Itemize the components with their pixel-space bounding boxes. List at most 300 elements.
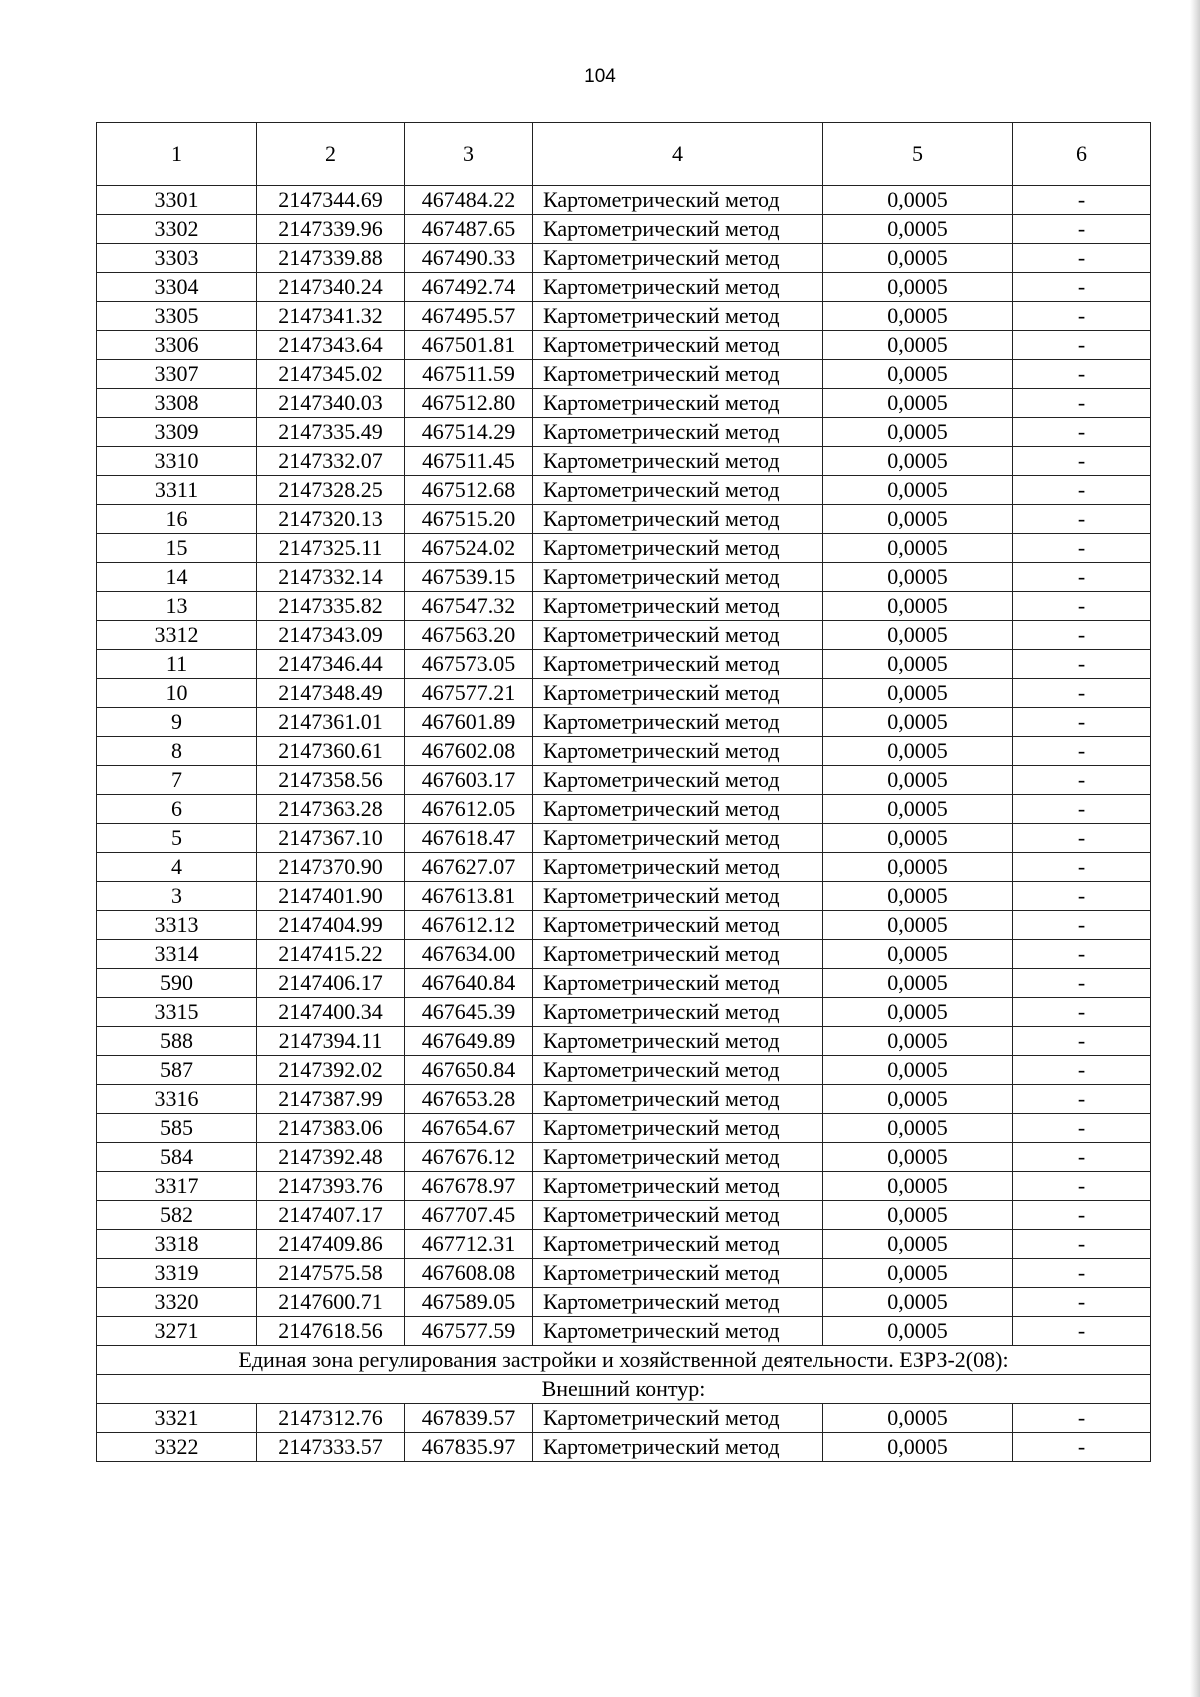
method-cell: Картометрический метод — [533, 418, 823, 447]
note-cell: - — [1013, 505, 1151, 534]
method-cell: Картометрический метод — [533, 447, 823, 476]
note-cell: - — [1013, 911, 1151, 940]
x-coordinate-cell: 2147332.14 — [257, 563, 405, 592]
table-row — [97, 1085, 1151, 1114]
note-cell: - — [1013, 331, 1151, 360]
scan-edge-shadow — [1190, 0, 1200, 1697]
accuracy-cell: 0,0005 — [823, 737, 1013, 766]
note-cell: - — [1013, 1027, 1151, 1056]
y-coordinate-cell: 467539.15 — [405, 563, 533, 592]
coordinates-table — [96, 122, 1151, 1462]
table-row — [97, 795, 1151, 824]
zone-title-row — [97, 1346, 1151, 1375]
y-coordinate-cell: 467511.45 — [405, 447, 533, 476]
y-coordinate-cell: 467511.59 — [405, 360, 533, 389]
note-cell: - — [1013, 360, 1151, 389]
method-cell: Картометрический метод — [533, 1114, 823, 1143]
table-header-row — [97, 123, 1151, 186]
point-number-cell: 5 — [97, 824, 257, 853]
x-coordinate-cell: 2147401.90 — [257, 882, 405, 911]
accuracy-cell: 0,0005 — [823, 418, 1013, 447]
note-cell: - — [1013, 737, 1151, 766]
table-row — [97, 418, 1151, 447]
point-number-cell: 3319 — [97, 1259, 257, 1288]
table-row — [97, 998, 1151, 1027]
point-number-cell: 590 — [97, 969, 257, 998]
method-cell: Картометрический метод — [533, 360, 823, 389]
x-coordinate-cell: 2147340.24 — [257, 273, 405, 302]
accuracy-cell: 0,0005 — [823, 302, 1013, 331]
x-coordinate-cell: 2147335.82 — [257, 592, 405, 621]
note-cell: - — [1013, 679, 1151, 708]
method-cell: Картометрический метод — [533, 592, 823, 621]
x-coordinate-cell: 2147332.07 — [257, 447, 405, 476]
point-number-cell: 14 — [97, 563, 257, 592]
contour-title-row — [97, 1375, 1151, 1404]
point-number-cell: 3316 — [97, 1085, 257, 1114]
note-cell: - — [1013, 853, 1151, 882]
table-row — [97, 563, 1151, 592]
column-header: 5 — [823, 123, 1013, 186]
point-number-cell: 3313 — [97, 911, 257, 940]
method-cell: Картометрический метод — [533, 1056, 823, 1085]
point-number-cell: 3311 — [97, 476, 257, 505]
x-coordinate-cell: 2147393.76 — [257, 1172, 405, 1201]
note-cell: - — [1013, 1201, 1151, 1230]
x-coordinate-cell: 2147363.28 — [257, 795, 405, 824]
y-coordinate-cell: 467573.05 — [405, 650, 533, 679]
accuracy-cell: 0,0005 — [823, 969, 1013, 998]
x-coordinate-cell: 2147392.02 — [257, 1056, 405, 1085]
y-coordinate-cell: 467640.84 — [405, 969, 533, 998]
x-coordinate-cell: 2147348.49 — [257, 679, 405, 708]
column-header: 4 — [533, 123, 823, 186]
method-cell: Картометрический метод — [533, 1230, 823, 1259]
point-number-cell: 4 — [97, 853, 257, 882]
y-coordinate-cell: 467492.74 — [405, 273, 533, 302]
point-number-cell: 6 — [97, 795, 257, 824]
x-coordinate-cell: 2147320.13 — [257, 505, 405, 534]
point-number-cell: 3305 — [97, 302, 257, 331]
method-cell: Картометрический метод — [533, 650, 823, 679]
x-coordinate-cell: 2147343.09 — [257, 621, 405, 650]
method-cell: Картометрический метод — [533, 1433, 823, 1462]
x-coordinate-cell: 2147333.57 — [257, 1433, 405, 1462]
x-coordinate-cell: 2147340.03 — [257, 389, 405, 418]
note-cell: - — [1013, 708, 1151, 737]
accuracy-cell: 0,0005 — [823, 1230, 1013, 1259]
table-row — [97, 882, 1151, 911]
note-cell: - — [1013, 1404, 1151, 1433]
accuracy-cell: 0,0005 — [823, 505, 1013, 534]
x-coordinate-cell: 2147575.58 — [257, 1259, 405, 1288]
y-coordinate-cell: 467645.39 — [405, 998, 533, 1027]
point-number-cell: 3308 — [97, 389, 257, 418]
note-cell: - — [1013, 563, 1151, 592]
x-coordinate-cell: 2147325.11 — [257, 534, 405, 563]
x-coordinate-cell: 2147344.69 — [257, 186, 405, 215]
point-number-cell: 3304 — [97, 273, 257, 302]
x-coordinate-cell: 2147339.88 — [257, 244, 405, 273]
y-coordinate-cell: 467712.31 — [405, 1230, 533, 1259]
point-number-cell: 587 — [97, 1056, 257, 1085]
method-cell: Картометрический метод — [533, 969, 823, 998]
y-coordinate-cell: 467487.65 — [405, 215, 533, 244]
accuracy-cell: 0,0005 — [823, 1056, 1013, 1085]
accuracy-cell: 0,0005 — [823, 998, 1013, 1027]
y-coordinate-cell: 467490.33 — [405, 244, 533, 273]
y-coordinate-cell: 467512.80 — [405, 389, 533, 418]
method-cell: Картометрический метод — [533, 824, 823, 853]
table-row — [97, 1433, 1151, 1462]
y-coordinate-cell: 467839.57 — [405, 1404, 533, 1433]
table-row — [97, 621, 1151, 650]
method-cell: Картометрический метод — [533, 1317, 823, 1346]
table-row — [97, 534, 1151, 563]
y-coordinate-cell: 467515.20 — [405, 505, 533, 534]
note-cell: - — [1013, 1433, 1151, 1462]
table-row — [97, 447, 1151, 476]
method-cell: Картометрический метод — [533, 244, 823, 273]
x-coordinate-cell: 2147383.06 — [257, 1114, 405, 1143]
y-coordinate-cell: 467676.12 — [405, 1143, 533, 1172]
y-coordinate-cell: 467618.47 — [405, 824, 533, 853]
method-cell: Картометрический метод — [533, 215, 823, 244]
y-coordinate-cell: 467484.22 — [405, 186, 533, 215]
method-cell: Картометрический метод — [533, 998, 823, 1027]
table-row — [97, 1404, 1151, 1433]
accuracy-cell: 0,0005 — [823, 911, 1013, 940]
note-cell: - — [1013, 1114, 1151, 1143]
y-coordinate-cell: 467650.84 — [405, 1056, 533, 1085]
table-row — [97, 331, 1151, 360]
accuracy-cell: 0,0005 — [823, 1404, 1013, 1433]
method-cell: Картометрический метод — [533, 621, 823, 650]
method-cell: Картометрический метод — [533, 708, 823, 737]
x-coordinate-cell: 2147341.32 — [257, 302, 405, 331]
point-number-cell: 588 — [97, 1027, 257, 1056]
table-row — [97, 766, 1151, 795]
y-coordinate-cell: 467634.00 — [405, 940, 533, 969]
y-coordinate-cell: 467501.81 — [405, 331, 533, 360]
x-coordinate-cell: 2147387.99 — [257, 1085, 405, 1114]
method-cell: Картометрический метод — [533, 1259, 823, 1288]
y-coordinate-cell: 467678.97 — [405, 1172, 533, 1201]
table-row — [97, 186, 1151, 215]
table-row — [97, 911, 1151, 940]
method-cell: Картометрический метод — [533, 563, 823, 592]
x-coordinate-cell: 2147407.17 — [257, 1201, 405, 1230]
table-row — [97, 273, 1151, 302]
method-cell: Картометрический метод — [533, 1172, 823, 1201]
accuracy-cell: 0,0005 — [823, 882, 1013, 911]
method-cell: Картометрический метод — [533, 766, 823, 795]
point-number-cell: 3309 — [97, 418, 257, 447]
note-cell: - — [1013, 302, 1151, 331]
y-coordinate-cell: 467577.59 — [405, 1317, 533, 1346]
point-number-cell: 3321 — [97, 1404, 257, 1433]
point-number-cell: 3310 — [97, 447, 257, 476]
method-cell: Картометрический метод — [533, 534, 823, 563]
accuracy-cell: 0,0005 — [823, 1172, 1013, 1201]
table-row — [97, 592, 1151, 621]
method-cell: Картометрический метод — [533, 1404, 823, 1433]
point-number-cell: 3315 — [97, 998, 257, 1027]
x-coordinate-cell: 2147343.64 — [257, 331, 405, 360]
table-row — [97, 244, 1151, 273]
point-number-cell: 10 — [97, 679, 257, 708]
table-row — [97, 737, 1151, 766]
accuracy-cell: 0,0005 — [823, 621, 1013, 650]
note-cell: - — [1013, 795, 1151, 824]
table-row — [97, 302, 1151, 331]
x-coordinate-cell: 2147346.44 — [257, 650, 405, 679]
y-coordinate-cell: 467601.89 — [405, 708, 533, 737]
table-row — [97, 1172, 1151, 1201]
point-number-cell: 3302 — [97, 215, 257, 244]
point-number-cell: 3307 — [97, 360, 257, 389]
point-number-cell: 11 — [97, 650, 257, 679]
method-cell: Картометрический метод — [533, 737, 823, 766]
y-coordinate-cell: 467613.81 — [405, 882, 533, 911]
accuracy-cell: 0,0005 — [823, 389, 1013, 418]
point-number-cell: 3318 — [97, 1230, 257, 1259]
note-cell: - — [1013, 534, 1151, 563]
y-coordinate-cell: 467627.07 — [405, 853, 533, 882]
note-cell: - — [1013, 621, 1151, 650]
y-coordinate-cell: 467835.97 — [405, 1433, 533, 1462]
x-coordinate-cell: 2147404.99 — [257, 911, 405, 940]
method-cell: Картометрический метод — [533, 853, 823, 882]
x-coordinate-cell: 2147394.11 — [257, 1027, 405, 1056]
note-cell: - — [1013, 215, 1151, 244]
accuracy-cell: 0,0005 — [823, 708, 1013, 737]
accuracy-cell: 0,0005 — [823, 534, 1013, 563]
point-number-cell: 3317 — [97, 1172, 257, 1201]
note-cell: - — [1013, 244, 1151, 273]
note-cell: - — [1013, 1230, 1151, 1259]
note-cell: - — [1013, 650, 1151, 679]
point-number-cell: 3320 — [97, 1288, 257, 1317]
note-cell: - — [1013, 1143, 1151, 1172]
y-coordinate-cell: 467649.89 — [405, 1027, 533, 1056]
x-coordinate-cell: 2147345.02 — [257, 360, 405, 389]
point-number-cell: 3303 — [97, 244, 257, 273]
method-cell: Картометрический метод — [533, 476, 823, 505]
method-cell: Картометрический метод — [533, 1085, 823, 1114]
point-number-cell: 3312 — [97, 621, 257, 650]
method-cell: Картометрический метод — [533, 186, 823, 215]
note-cell: - — [1013, 1288, 1151, 1317]
accuracy-cell: 0,0005 — [823, 215, 1013, 244]
method-cell: Картометрический метод — [533, 882, 823, 911]
column-header: 3 — [405, 123, 533, 186]
table-row — [97, 1317, 1151, 1346]
note-cell: - — [1013, 969, 1151, 998]
table-row — [97, 476, 1151, 505]
point-number-cell: 3322 — [97, 1433, 257, 1462]
y-coordinate-cell: 467512.68 — [405, 476, 533, 505]
point-number-cell: 9 — [97, 708, 257, 737]
accuracy-cell: 0,0005 — [823, 766, 1013, 795]
column-header: 2 — [257, 123, 405, 186]
point-number-cell: 3314 — [97, 940, 257, 969]
accuracy-cell: 0,0005 — [823, 940, 1013, 969]
x-coordinate-cell: 2147406.17 — [257, 969, 405, 998]
point-number-cell: 16 — [97, 505, 257, 534]
note-cell: - — [1013, 1085, 1151, 1114]
note-cell: - — [1013, 998, 1151, 1027]
y-coordinate-cell: 467547.32 — [405, 592, 533, 621]
y-coordinate-cell: 467563.20 — [405, 621, 533, 650]
y-coordinate-cell: 467603.17 — [405, 766, 533, 795]
note-cell: - — [1013, 476, 1151, 505]
x-coordinate-cell: 2147600.71 — [257, 1288, 405, 1317]
y-coordinate-cell: 467577.21 — [405, 679, 533, 708]
y-coordinate-cell: 467495.57 — [405, 302, 533, 331]
accuracy-cell: 0,0005 — [823, 1433, 1013, 1462]
x-coordinate-cell: 2147361.01 — [257, 708, 405, 737]
accuracy-cell: 0,0005 — [823, 1085, 1013, 1114]
method-cell: Картометрический метод — [533, 331, 823, 360]
point-number-cell: 584 — [97, 1143, 257, 1172]
method-cell: Картометрический метод — [533, 1201, 823, 1230]
point-number-cell: 13 — [97, 592, 257, 621]
y-coordinate-cell: 467654.67 — [405, 1114, 533, 1143]
y-coordinate-cell: 467608.08 — [405, 1259, 533, 1288]
y-coordinate-cell: 467514.29 — [405, 418, 533, 447]
x-coordinate-cell: 2147409.86 — [257, 1230, 405, 1259]
method-cell: Картометрический метод — [533, 911, 823, 940]
x-coordinate-cell: 2147415.22 — [257, 940, 405, 969]
point-number-cell: 3306 — [97, 331, 257, 360]
x-coordinate-cell: 2147370.90 — [257, 853, 405, 882]
point-number-cell: 8 — [97, 737, 257, 766]
x-coordinate-cell: 2147328.25 — [257, 476, 405, 505]
y-coordinate-cell: 467524.02 — [405, 534, 533, 563]
table-row — [97, 215, 1151, 244]
table-row — [97, 824, 1151, 853]
table-row — [97, 360, 1151, 389]
table-row — [97, 679, 1151, 708]
column-header: 6 — [1013, 123, 1151, 186]
table-row — [97, 505, 1151, 534]
note-cell: - — [1013, 418, 1151, 447]
point-number-cell: 3271 — [97, 1317, 257, 1346]
point-number-cell: 582 — [97, 1201, 257, 1230]
y-coordinate-cell: 467653.28 — [405, 1085, 533, 1114]
point-number-cell: 585 — [97, 1114, 257, 1143]
note-cell: - — [1013, 1259, 1151, 1288]
table-row — [97, 708, 1151, 737]
accuracy-cell: 0,0005 — [823, 273, 1013, 302]
accuracy-cell: 0,0005 — [823, 244, 1013, 273]
x-coordinate-cell: 2147358.56 — [257, 766, 405, 795]
x-coordinate-cell: 2147339.96 — [257, 215, 405, 244]
accuracy-cell: 0,0005 — [823, 1114, 1013, 1143]
x-coordinate-cell: 2147618.56 — [257, 1317, 405, 1346]
table-row — [97, 1201, 1151, 1230]
accuracy-cell: 0,0005 — [823, 447, 1013, 476]
accuracy-cell: 0,0005 — [823, 360, 1013, 389]
accuracy-cell: 0,0005 — [823, 1259, 1013, 1288]
method-cell: Картометрический метод — [533, 679, 823, 708]
point-number-cell: 3301 — [97, 186, 257, 215]
table-row — [97, 940, 1151, 969]
method-cell: Картометрический метод — [533, 273, 823, 302]
y-coordinate-cell: 467589.05 — [405, 1288, 533, 1317]
table-row — [97, 853, 1151, 882]
method-cell: Картометрический метод — [533, 1027, 823, 1056]
note-cell: - — [1013, 1317, 1151, 1346]
accuracy-cell: 0,0005 — [823, 1317, 1013, 1346]
table-row — [97, 1027, 1151, 1056]
accuracy-cell: 0,0005 — [823, 1201, 1013, 1230]
accuracy-cell: 0,0005 — [823, 853, 1013, 882]
accuracy-cell: 0,0005 — [823, 650, 1013, 679]
accuracy-cell: 0,0005 — [823, 1288, 1013, 1317]
table-row — [97, 1288, 1151, 1317]
y-coordinate-cell: 467602.08 — [405, 737, 533, 766]
method-cell: Картометрический метод — [533, 940, 823, 969]
note-cell: - — [1013, 1172, 1151, 1201]
method-cell: Картометрический метод — [533, 1288, 823, 1317]
y-coordinate-cell: 467707.45 — [405, 1201, 533, 1230]
table-row — [97, 969, 1151, 998]
x-coordinate-cell: 2147335.49 — [257, 418, 405, 447]
method-cell: Картометрический метод — [533, 302, 823, 331]
y-coordinate-cell: 467612.12 — [405, 911, 533, 940]
note-cell: - — [1013, 1056, 1151, 1085]
note-cell: - — [1013, 824, 1151, 853]
accuracy-cell: 0,0005 — [823, 679, 1013, 708]
accuracy-cell: 0,0005 — [823, 186, 1013, 215]
note-cell: - — [1013, 766, 1151, 795]
point-number-cell: 7 — [97, 766, 257, 795]
note-cell: - — [1013, 273, 1151, 302]
method-cell: Картометрический метод — [533, 505, 823, 534]
method-cell: Картометрический метод — [533, 795, 823, 824]
x-coordinate-cell: 2147392.48 — [257, 1143, 405, 1172]
point-number-cell: 15 — [97, 534, 257, 563]
y-coordinate-cell: 467612.05 — [405, 795, 533, 824]
note-cell: - — [1013, 882, 1151, 911]
method-cell: Картометрический метод — [533, 389, 823, 418]
zone-title: Единая зона регулирования застройки и хозяйственной деятельности. ЕЗРЗ-2(08): — [97, 1346, 1151, 1375]
method-cell: Картометрический метод — [533, 1143, 823, 1172]
table-row — [97, 650, 1151, 679]
accuracy-cell: 0,0005 — [823, 1027, 1013, 1056]
accuracy-cell: 0,0005 — [823, 476, 1013, 505]
accuracy-cell: 0,0005 — [823, 1143, 1013, 1172]
note-cell: - — [1013, 389, 1151, 418]
point-number-cell: 3 — [97, 882, 257, 911]
contour-title: Внешний контур: — [97, 1375, 1151, 1404]
table-row — [97, 1056, 1151, 1085]
page-number: 104 — [584, 66, 616, 87]
x-coordinate-cell: 2147360.61 — [257, 737, 405, 766]
table-row — [97, 1114, 1151, 1143]
x-coordinate-cell: 2147367.10 — [257, 824, 405, 853]
accuracy-cell: 0,0005 — [823, 592, 1013, 621]
note-cell: - — [1013, 592, 1151, 621]
x-coordinate-cell: 2147312.76 — [257, 1404, 405, 1433]
column-header: 1 — [97, 123, 257, 186]
accuracy-cell: 0,0005 — [823, 795, 1013, 824]
table-row — [97, 1259, 1151, 1288]
table-row — [97, 1230, 1151, 1259]
accuracy-cell: 0,0005 — [823, 331, 1013, 360]
